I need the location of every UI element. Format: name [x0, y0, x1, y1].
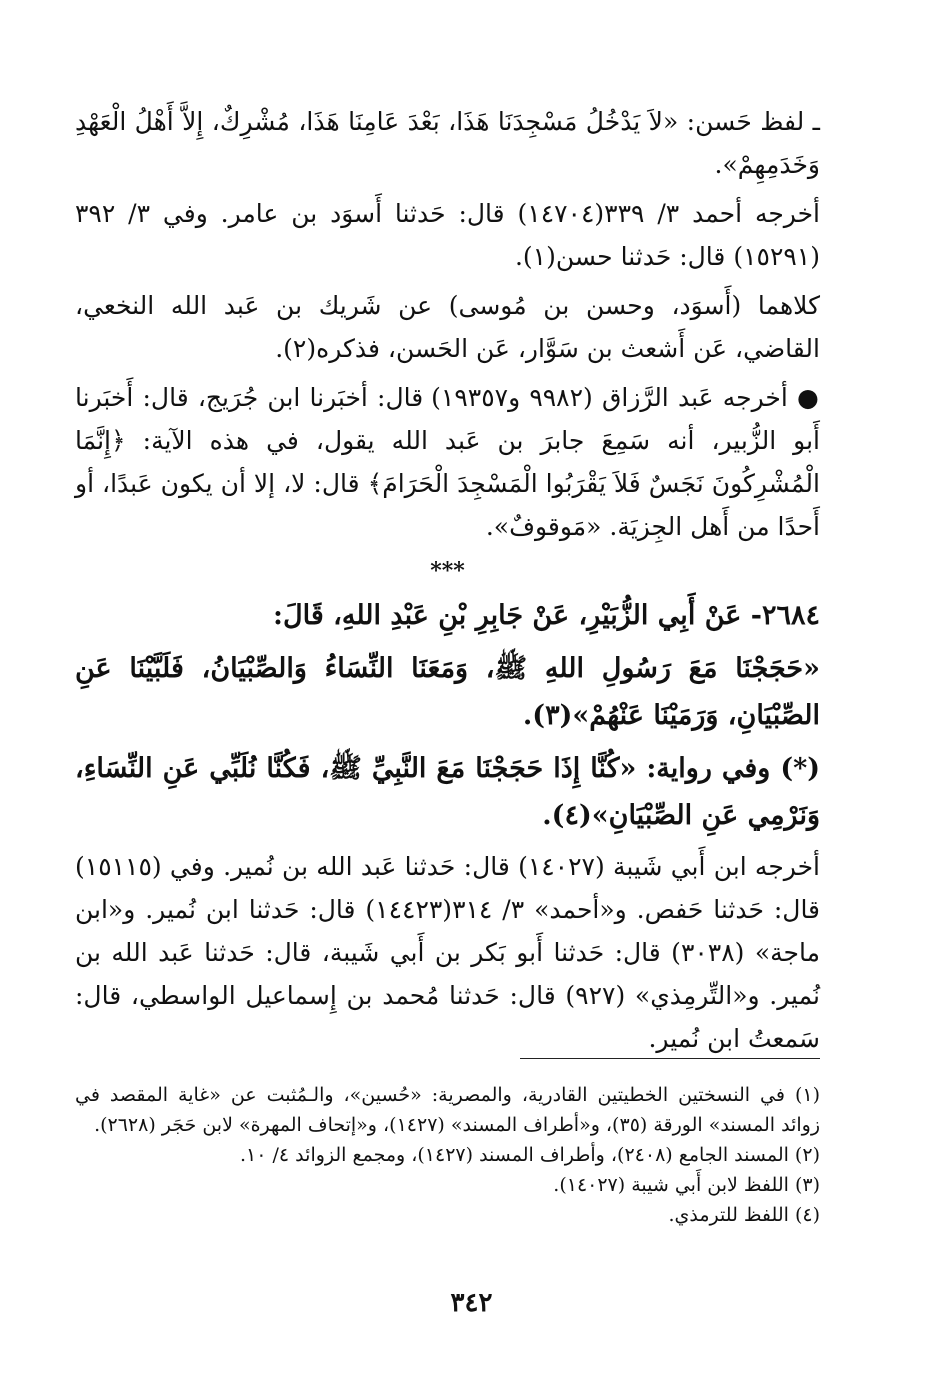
takhrij-paragraph: أخرجه ابن أَبي شَيبة (١٤٠٢٧) قال: حَدثنا عَبد الله بن نُمير. وفي (١٥١١٥) قال: حَدثنا حَفص. و«أحمد» ٣/ ٣١٤(١٤٤٢٣) قال: حَدثنا ابن نُمير. و«ابن ماجة» (٣٠٣٨) قال: حَدثنا أَبو بَكر بن أَبي شَيبة، قال: حَدثنا عَبد الله بن نُمير. و«التِّرمِذي» (٩٢٧) قال: حَدثنا مُحمد بن إِسماعيل الواسطي، قال: سَمعتُ ابن نُمير.: [75, 852, 821, 1053]
main-text: [75, 100, 820, 1066]
footnote-2: (٢) المسند الجامع (٢٤٠٨)، وأطراف المسند (١٤٢٧)، ومجمع الزوائد ٤/ ١٠.: [240, 1144, 820, 1166]
isnad-paragraph: كلاهما (أَسوَد، وحسن بن مُوسى) عن شَريك بن عَبد الله النخعي، القاضي، عَن أَشعث بن سَوَّار، عَن الحَسن، فذكره(٢).: [75, 291, 820, 363]
ahmad-takhrij-paragraph: أخرجه أحمد ٣/ ٣٣٩(١٤٧٠٤) قال: حَدثنا أَسوَد بن عامر. وفي ٣/ ٣٩٢ (١٥٢٩١) قال: حَدثنا حسن(١).: [75, 199, 821, 271]
hadith-number-header: ٢٦٨٤- عَنْ أَبِي الزُّبَيْرِ، عَنْ جَابِرِ بْنِ عَبْدِ اللهِ، قَالَ:: [273, 600, 820, 631]
footnote-4: (٤) اللفظ للترمذي.: [668, 1204, 820, 1226]
hasan-wording-paragraph: ـ لفظ حَسن: «لاَ يَدْخُلُ مَسْجِدَنَا هَذَا، بَعْدَ عَامِنَا هَذَا، مُشْرِكٌ، إِلاَّ أَهْلُ الْعَهْدِ وَخَدَمِهِمْ».: [75, 107, 820, 179]
footnotes: [75, 1080, 820, 1230]
footnote-3: (٣) اللفظ لابن أَبي شيبة (١٤٠٢٧).: [553, 1174, 820, 1196]
section-separator: ***: [430, 558, 465, 584]
abdurrazzaq-paragraph: ● أخرجه عَبد الرَّزاق (٩٩٨٢ و١٩٣٥٧) قال: أخبَرنا ابن جُرَيج، قال: أَخبَرنا أَبو الزُّبير، أنه سَمِعَ جابرَ بن عَبد الله يقول، في هذه الآية: ﴿إِنَّمَا الْمُشْرِكُونَ نَجَسٌ فَلاَ يَقْرَبُوا الْمَسْجِدَ الْحَرَامَ﴾ قال: لا، إلا أن يكون عَبدًا، أو أَحدًا من أَهل الجِزيَة. «مَوقوفٌ».: [75, 383, 821, 541]
footnote-divider: [520, 1058, 820, 1059]
footnote-1: (١) في النسختين الخطيتين القادرية، والمصرية: «حُسين»، والـمُثبت عن «غاية المقصد في زوائد المسند» الورقة (٣٥)، و«أطراف المسند» (١٤٢٧)، و«إتحاف المهرة» لابن حَجَر (٢٦٢٨).: [75, 1084, 820, 1136]
page-number: ٣٤٢: [450, 1288, 493, 1318]
hadith-text: «حَجَجْنَا مَعَ رَسُولِ اللهِ ﷺ، وَمَعَنَا النِّسَاءُ وَالصِّبْيَانُ، فَلَبَّيْنَا عَنِ الصِّبْيَانِ، وَرَمَيْنَا عَنْهُمْ»(٣).: [75, 653, 820, 731]
variant-narration: (*) وفي رواية: «كُنَّا إِذَا حَجَجْنَا مَعَ النَّبِيِّ ﷺ، فَكُنَّا نُلَبِّي عَنِ النِّسَاءِ، وَنَرْمِي عَنِ الصِّبْيَانِ»(٤).: [75, 753, 820, 831]
